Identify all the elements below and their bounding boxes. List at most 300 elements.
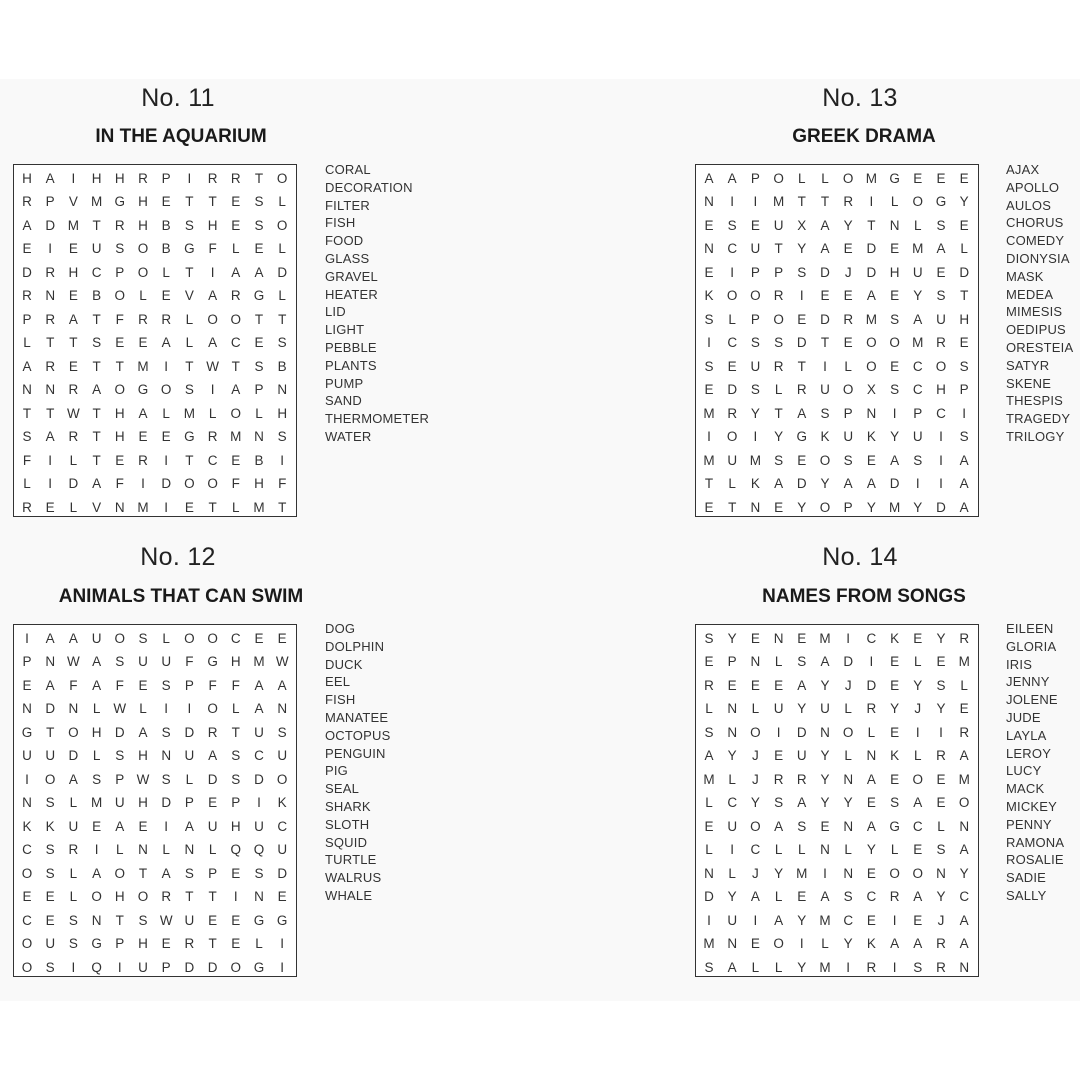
grid-letter[interactable]: I	[707, 335, 711, 350]
grid-letter[interactable]: T	[208, 889, 217, 904]
grid-letter[interactable]: N	[184, 842, 195, 857]
grid-letter[interactable]: J	[914, 701, 922, 716]
grid-letter[interactable]: U	[796, 748, 807, 763]
grid-letter[interactable]: X	[866, 382, 876, 397]
grid-letter[interactable]: E	[727, 358, 737, 374]
grid-letter[interactable]: A	[913, 889, 923, 904]
grid-letter[interactable]: D	[843, 654, 854, 669]
grid-letter[interactable]: F	[231, 476, 240, 491]
grid-letter[interactable]: H	[138, 795, 148, 810]
grid-letter[interactable]: A	[913, 936, 923, 951]
grid-letter[interactable]: W	[113, 701, 127, 716]
grid-letter[interactable]: N	[22, 382, 32, 397]
grid-letter[interactable]: D	[820, 264, 830, 280]
grid-letter[interactable]: U	[277, 842, 288, 857]
grid-letter[interactable]: P	[161, 170, 171, 186]
grid-letter[interactable]: I	[915, 476, 920, 491]
grid-letter[interactable]: I	[939, 429, 943, 444]
grid-letter[interactable]: H	[138, 217, 148, 233]
grid-letter[interactable]: U	[727, 452, 738, 468]
grid-letter[interactable]: D	[820, 311, 830, 327]
grid-letter[interactable]: E	[913, 842, 923, 857]
grid-letter[interactable]: M	[253, 499, 265, 515]
grid-letter[interactable]: L	[960, 241, 968, 256]
grid-letter[interactable]: I	[753, 194, 758, 209]
grid-letter[interactable]: P	[913, 405, 923, 421]
grid-letter[interactable]: U	[727, 912, 738, 928]
grid-letter[interactable]: R	[936, 748, 946, 763]
grid-letter[interactable]: S	[727, 217, 737, 233]
grid-letter[interactable]: E	[138, 677, 148, 693]
grid-letter[interactable]: A	[138, 405, 148, 421]
grid-letter[interactable]: E	[797, 452, 807, 468]
grid-letter[interactable]: R	[936, 959, 946, 975]
grid-letter[interactable]: F	[69, 677, 78, 693]
grid-letter[interactable]: H	[138, 936, 148, 951]
grid-letter[interactable]: Y	[727, 748, 737, 763]
grid-letter[interactable]: L	[937, 818, 945, 834]
grid-letter[interactable]: L	[255, 936, 263, 951]
grid-letter[interactable]: R	[22, 194, 32, 209]
grid-letter[interactable]: A	[68, 630, 78, 646]
grid-letter[interactable]: I	[823, 865, 827, 881]
grid-letter[interactable]: E	[231, 936, 241, 951]
grid-letter[interactable]: L	[844, 358, 852, 374]
grid-letter[interactable]: E	[866, 912, 876, 928]
grid-letter[interactable]: R	[796, 771, 807, 787]
grid-letter[interactable]: H	[230, 818, 241, 834]
grid-letter[interactable]: O	[819, 499, 831, 515]
grid-letter[interactable]: L	[162, 842, 170, 857]
grid-letter[interactable]: E	[161, 288, 171, 303]
grid-letter[interactable]: E	[913, 170, 923, 186]
grid-letter[interactable]: D	[277, 264, 288, 280]
grid-letter[interactable]: E	[254, 335, 264, 350]
grid-letter[interactable]: D	[161, 476, 172, 491]
grid-letter[interactable]: O	[912, 194, 924, 209]
grid-letter[interactable]: T	[208, 499, 217, 515]
grid-letter[interactable]: E	[774, 748, 784, 763]
grid-letter[interactable]: A	[208, 335, 218, 350]
grid-letter[interactable]: T	[820, 335, 830, 350]
grid-letter[interactable]: L	[139, 288, 147, 303]
grid-letter[interactable]: I	[823, 358, 827, 374]
grid-letter[interactable]: E	[161, 936, 171, 951]
grid-letter[interactable]: T	[185, 264, 194, 280]
grid-letter[interactable]: M	[703, 771, 715, 787]
grid-letter[interactable]: I	[280, 452, 285, 468]
grid-letter[interactable]: A	[45, 677, 55, 693]
grid-letter[interactable]: F	[115, 311, 124, 327]
grid-letter[interactable]: S	[774, 335, 784, 350]
grid-letter[interactable]: A	[92, 476, 102, 491]
grid-letter[interactable]: F	[22, 452, 32, 468]
grid-letter[interactable]: O	[230, 959, 242, 975]
grid-letter[interactable]: E	[45, 912, 55, 928]
grid-letter[interactable]: V	[92, 499, 102, 515]
grid-letter[interactable]: T	[22, 405, 32, 421]
grid-letter[interactable]: E	[115, 452, 125, 468]
grid-letter[interactable]: R	[68, 429, 79, 444]
grid-letter[interactable]: L	[728, 311, 736, 327]
grid-letter[interactable]: Y	[820, 476, 830, 491]
grid-letter[interactable]: U	[912, 429, 923, 444]
grid-letter[interactable]: K	[45, 818, 55, 834]
grid-letter[interactable]: P	[843, 499, 853, 515]
grid-letter[interactable]: L	[278, 288, 286, 303]
grid-letter[interactable]: S	[890, 795, 900, 810]
grid-letter[interactable]: Y	[843, 795, 853, 810]
grid-letter[interactable]: L	[278, 194, 286, 209]
grid-letter[interactable]: S	[704, 724, 714, 740]
grid-letter[interactable]: R	[230, 288, 241, 303]
grid-letter[interactable]: O	[137, 241, 149, 256]
grid-letter[interactable]: A	[890, 936, 900, 951]
grid-letter[interactable]: I	[280, 959, 285, 975]
grid-letter[interactable]: T	[867, 217, 876, 233]
grid-letter[interactable]: S	[959, 358, 969, 374]
grid-letter[interactable]: H	[230, 654, 241, 669]
grid-letter[interactable]: O	[750, 724, 761, 740]
grid-letter[interactable]: L	[69, 452, 78, 468]
grid-letter[interactable]: I	[141, 476, 145, 491]
grid-letter[interactable]: L	[890, 194, 899, 209]
grid-letter[interactable]: H	[138, 748, 148, 763]
grid-letter[interactable]: T	[278, 499, 287, 515]
grid-letter[interactable]: N	[727, 936, 738, 951]
grid-letter[interactable]: S	[161, 677, 171, 693]
grid-letter[interactable]: L	[162, 264, 170, 280]
grid-letter[interactable]: I	[71, 959, 76, 975]
grid-letter[interactable]: S	[254, 217, 264, 233]
grid-letter[interactable]: M	[137, 358, 149, 374]
grid-letter[interactable]: D	[68, 748, 79, 763]
grid-letter[interactable]: D	[796, 476, 807, 491]
grid-letter[interactable]: H	[936, 382, 946, 397]
grid-letter[interactable]: S	[184, 217, 194, 233]
grid-letter[interactable]: O	[137, 889, 149, 904]
grid-letter[interactable]: E	[68, 241, 78, 256]
grid-letter[interactable]: V	[68, 194, 78, 209]
grid-letter[interactable]: Y	[774, 865, 784, 881]
grid-letter[interactable]: S	[45, 795, 55, 810]
grid-letter[interactable]: P	[45, 194, 55, 209]
grid-letter[interactable]: T	[254, 311, 264, 327]
grid-letter[interactable]: S	[161, 724, 171, 740]
grid-letter[interactable]: O	[21, 936, 33, 951]
grid-letter[interactable]: I	[799, 936, 804, 951]
grid-letter[interactable]: A	[820, 241, 830, 256]
grid-letter[interactable]: T	[278, 311, 287, 327]
grid-letter[interactable]: A	[22, 358, 32, 374]
grid-letter[interactable]: I	[210, 382, 215, 397]
grid-letter[interactable]: W	[67, 654, 80, 669]
grid-letter[interactable]: D	[277, 865, 288, 881]
grid-letter[interactable]: O	[842, 170, 854, 186]
grid-letter[interactable]: O	[276, 217, 288, 233]
grid-letter[interactable]: E	[161, 429, 171, 444]
grid-letter[interactable]: N	[820, 842, 830, 857]
grid-letter[interactable]: S	[704, 311, 714, 327]
grid-letter[interactable]: A	[750, 889, 760, 904]
grid-letter[interactable]: O	[276, 771, 288, 787]
grid-letter[interactable]: C	[912, 382, 923, 397]
grid-letter[interactable]: I	[25, 630, 29, 646]
grid-letter[interactable]: E	[890, 654, 900, 669]
grid-letter[interactable]: C	[230, 335, 241, 350]
grid-letter[interactable]: E	[208, 795, 218, 810]
grid-letter[interactable]: S	[750, 382, 760, 397]
grid-letter[interactable]: K	[866, 429, 876, 444]
grid-letter[interactable]: S	[750, 335, 760, 350]
grid-letter[interactable]: M	[90, 194, 103, 209]
grid-letter[interactable]: S	[936, 842, 946, 857]
grid-letter[interactable]: Q	[91, 959, 102, 975]
grid-letter[interactable]: O	[21, 865, 33, 881]
grid-letter[interactable]: H	[138, 194, 148, 209]
grid-letter[interactable]: A	[138, 724, 148, 740]
grid-letter[interactable]: U	[254, 818, 264, 834]
grid-letter[interactable]: D	[796, 724, 807, 740]
grid-letter[interactable]: S	[115, 748, 125, 763]
grid-letter[interactable]: U	[114, 795, 125, 810]
grid-letter[interactable]: Y	[843, 936, 853, 951]
grid-letter[interactable]: O	[68, 724, 79, 740]
grid-letter[interactable]: R	[936, 335, 946, 350]
grid-letter[interactable]: H	[22, 170, 32, 186]
grid-letter[interactable]: P	[254, 382, 264, 397]
grid-letter[interactable]: L	[162, 405, 170, 421]
grid-letter[interactable]: N	[750, 654, 761, 669]
grid-letter[interactable]: O	[866, 335, 877, 350]
grid-letter[interactable]: W	[275, 654, 289, 669]
grid-letter[interactable]: D	[114, 724, 125, 740]
grid-letter[interactable]: S	[704, 959, 714, 975]
grid-letter[interactable]: T	[704, 476, 714, 491]
grid-letter[interactable]: E	[22, 889, 32, 904]
grid-letter[interactable]: A	[913, 795, 923, 810]
grid-letter[interactable]: E	[890, 358, 900, 374]
grid-letter[interactable]: L	[69, 889, 78, 904]
grid-letter[interactable]: R	[843, 194, 854, 209]
grid-letter[interactable]: E	[704, 382, 714, 397]
grid-letter[interactable]: C	[936, 405, 946, 421]
grid-letter[interactable]: E	[866, 452, 876, 468]
grid-letter[interactable]: N	[22, 795, 32, 810]
grid-letter[interactable]: W	[206, 358, 219, 374]
grid-letter[interactable]: Y	[959, 865, 969, 881]
grid-letter[interactable]: T	[185, 358, 194, 374]
grid-letter[interactable]: H	[91, 724, 102, 740]
grid-letter[interactable]: S	[704, 630, 714, 646]
grid-letter[interactable]: M	[865, 311, 878, 327]
grid-letter[interactable]: M	[703, 452, 715, 468]
grid-letter[interactable]: M	[772, 194, 785, 209]
grid-letter[interactable]: O	[842, 724, 854, 740]
grid-letter[interactable]: I	[962, 405, 967, 421]
grid-letter[interactable]: T	[797, 194, 806, 209]
grid-letter[interactable]: E	[277, 889, 287, 904]
grid-letter[interactable]: I	[730, 842, 735, 857]
grid-letter[interactable]: E	[820, 288, 830, 303]
grid-letter[interactable]: N	[889, 217, 900, 233]
grid-letter[interactable]: S	[704, 358, 714, 374]
grid-letter[interactable]: C	[254, 748, 264, 763]
grid-letter[interactable]: O	[207, 701, 218, 716]
grid-letter[interactable]: E	[184, 499, 194, 515]
grid-letter[interactable]: M	[912, 241, 924, 256]
grid-letter[interactable]: A	[959, 912, 969, 928]
grid-letter[interactable]: G	[114, 194, 126, 209]
grid-letter[interactable]: A	[704, 748, 714, 763]
grid-letter[interactable]: L	[69, 865, 78, 881]
grid-letter[interactable]: Y	[913, 677, 923, 693]
grid-letter[interactable]: N	[277, 382, 288, 397]
grid-letter[interactable]: O	[44, 771, 56, 787]
grid-letter[interactable]: P	[208, 865, 218, 881]
grid-letter[interactable]: E	[959, 217, 969, 233]
grid-letter[interactable]: P	[959, 382, 969, 397]
grid-letter[interactable]: S	[797, 264, 807, 280]
grid-letter[interactable]: H	[91, 170, 102, 186]
grid-letter[interactable]: P	[115, 936, 125, 951]
grid-letter[interactable]: I	[164, 701, 169, 716]
grid-letter[interactable]: I	[939, 724, 943, 740]
grid-letter[interactable]: S	[913, 959, 923, 975]
grid-letter[interactable]: S	[820, 405, 830, 421]
grid-letter[interactable]: M	[183, 405, 196, 421]
grid-letter[interactable]: C	[230, 630, 241, 646]
grid-letter[interactable]: M	[819, 630, 831, 646]
grid-letter[interactable]: U	[277, 748, 288, 763]
grid-letter[interactable]: A	[45, 170, 55, 186]
grid-letter[interactable]: L	[798, 170, 806, 186]
grid-letter[interactable]: I	[939, 452, 943, 468]
grid-letter[interactable]: I	[753, 429, 758, 444]
grid-letter[interactable]: E	[750, 217, 760, 233]
grid-letter[interactable]: E	[161, 194, 171, 209]
grid-letter[interactable]: A	[208, 288, 218, 303]
grid-letter[interactable]: M	[230, 429, 242, 444]
grid-letter[interactable]: N	[22, 701, 32, 716]
grid-letter[interactable]: G	[253, 288, 265, 303]
grid-letter[interactable]: A	[913, 311, 923, 327]
grid-letter[interactable]: D	[254, 771, 264, 787]
grid-letter[interactable]: L	[208, 842, 217, 857]
grid-letter[interactable]: M	[958, 771, 970, 787]
grid-letter[interactable]: F	[185, 654, 194, 669]
grid-letter[interactable]: W	[67, 405, 80, 421]
grid-letter[interactable]: I	[117, 959, 122, 975]
grid-letter[interactable]: A	[184, 818, 194, 834]
grid-letter[interactable]: L	[92, 748, 101, 763]
grid-letter[interactable]: A	[843, 476, 853, 491]
grid-letter[interactable]: O	[866, 358, 877, 374]
grid-letter[interactable]: O	[912, 865, 924, 881]
grid-letter[interactable]: T	[960, 288, 969, 303]
grid-letter[interactable]: I	[892, 959, 897, 975]
grid-letter[interactable]: N	[936, 865, 946, 881]
grid-letter[interactable]: E	[936, 654, 946, 669]
grid-letter[interactable]: N	[254, 429, 264, 444]
grid-letter[interactable]: Y	[727, 889, 737, 904]
grid-letter[interactable]: Y	[890, 429, 900, 444]
grid-letter[interactable]: I	[753, 912, 758, 928]
grid-letter[interactable]: Q	[230, 842, 242, 857]
grid-letter[interactable]: S	[254, 358, 264, 374]
grid-letter[interactable]: U	[773, 701, 784, 716]
grid-letter[interactable]: U	[45, 936, 56, 951]
grid-letter[interactable]: E	[115, 335, 125, 350]
grid-letter[interactable]: E	[959, 701, 969, 716]
grid-letter[interactable]: Y	[843, 217, 853, 233]
grid-letter[interactable]: R	[22, 499, 32, 515]
grid-letter[interactable]: I	[94, 842, 99, 857]
grid-letter[interactable]: U	[91, 630, 102, 646]
grid-letter[interactable]: G	[889, 818, 900, 834]
grid-letter[interactable]: N	[843, 771, 854, 787]
grid-letter[interactable]: U	[936, 311, 946, 327]
grid-letter[interactable]: R	[773, 288, 784, 303]
grid-letter[interactable]: E	[231, 865, 241, 881]
grid-letter[interactable]: R	[114, 217, 125, 233]
grid-letter[interactable]: N	[727, 701, 738, 716]
grid-letter[interactable]: N	[114, 499, 125, 515]
grid-letter[interactable]: A	[254, 701, 264, 716]
grid-letter[interactable]: O	[207, 311, 218, 327]
grid-letter[interactable]: S	[936, 288, 946, 303]
grid-letter[interactable]: L	[69, 499, 78, 515]
grid-letter[interactable]: K	[704, 288, 714, 303]
grid-letter[interactable]: L	[162, 630, 170, 646]
grid-letter[interactable]: T	[92, 358, 101, 374]
grid-letter[interactable]: E	[890, 288, 900, 303]
grid-letter[interactable]: I	[730, 264, 735, 280]
grid-letter[interactable]: C	[866, 630, 877, 646]
grid-letter[interactable]: N	[45, 654, 56, 669]
grid-letter[interactable]: T	[185, 889, 194, 904]
grid-letter[interactable]: R	[22, 288, 32, 303]
grid-letter[interactable]: E	[750, 936, 760, 951]
grid-letter[interactable]: E	[750, 677, 760, 693]
grid-letter[interactable]: P	[184, 677, 194, 693]
grid-letter[interactable]: Y	[774, 429, 784, 444]
grid-letter[interactable]: E	[936, 795, 946, 810]
grid-letter[interactable]: R	[161, 889, 172, 904]
grid-letter[interactable]: N	[750, 499, 761, 515]
grid-letter[interactable]: P	[161, 959, 171, 975]
grid-letter[interactable]: C	[727, 241, 738, 256]
grid-letter[interactable]: E	[866, 865, 876, 881]
grid-letter[interactable]: I	[869, 194, 874, 209]
grid-letter[interactable]: N	[704, 241, 714, 256]
grid-letter[interactable]: H	[114, 405, 125, 421]
grid-letter[interactable]: L	[914, 217, 922, 233]
grid-letter[interactable]: T	[115, 358, 124, 374]
grid-letter[interactable]: F	[208, 241, 217, 256]
grid-letter[interactable]: L	[844, 701, 852, 716]
grid-letter[interactable]: C	[866, 889, 877, 904]
grid-letter[interactable]: S	[138, 912, 148, 928]
grid-letter[interactable]: O	[773, 311, 784, 327]
grid-letter[interactable]: H	[114, 170, 125, 186]
grid-letter[interactable]: K	[750, 476, 760, 491]
grid-letter[interactable]: E	[231, 912, 241, 928]
grid-letter[interactable]: G	[276, 912, 288, 928]
grid-letter[interactable]: I	[164, 499, 169, 515]
grid-letter[interactable]: I	[164, 358, 169, 374]
grid-letter[interactable]: I	[707, 912, 711, 928]
